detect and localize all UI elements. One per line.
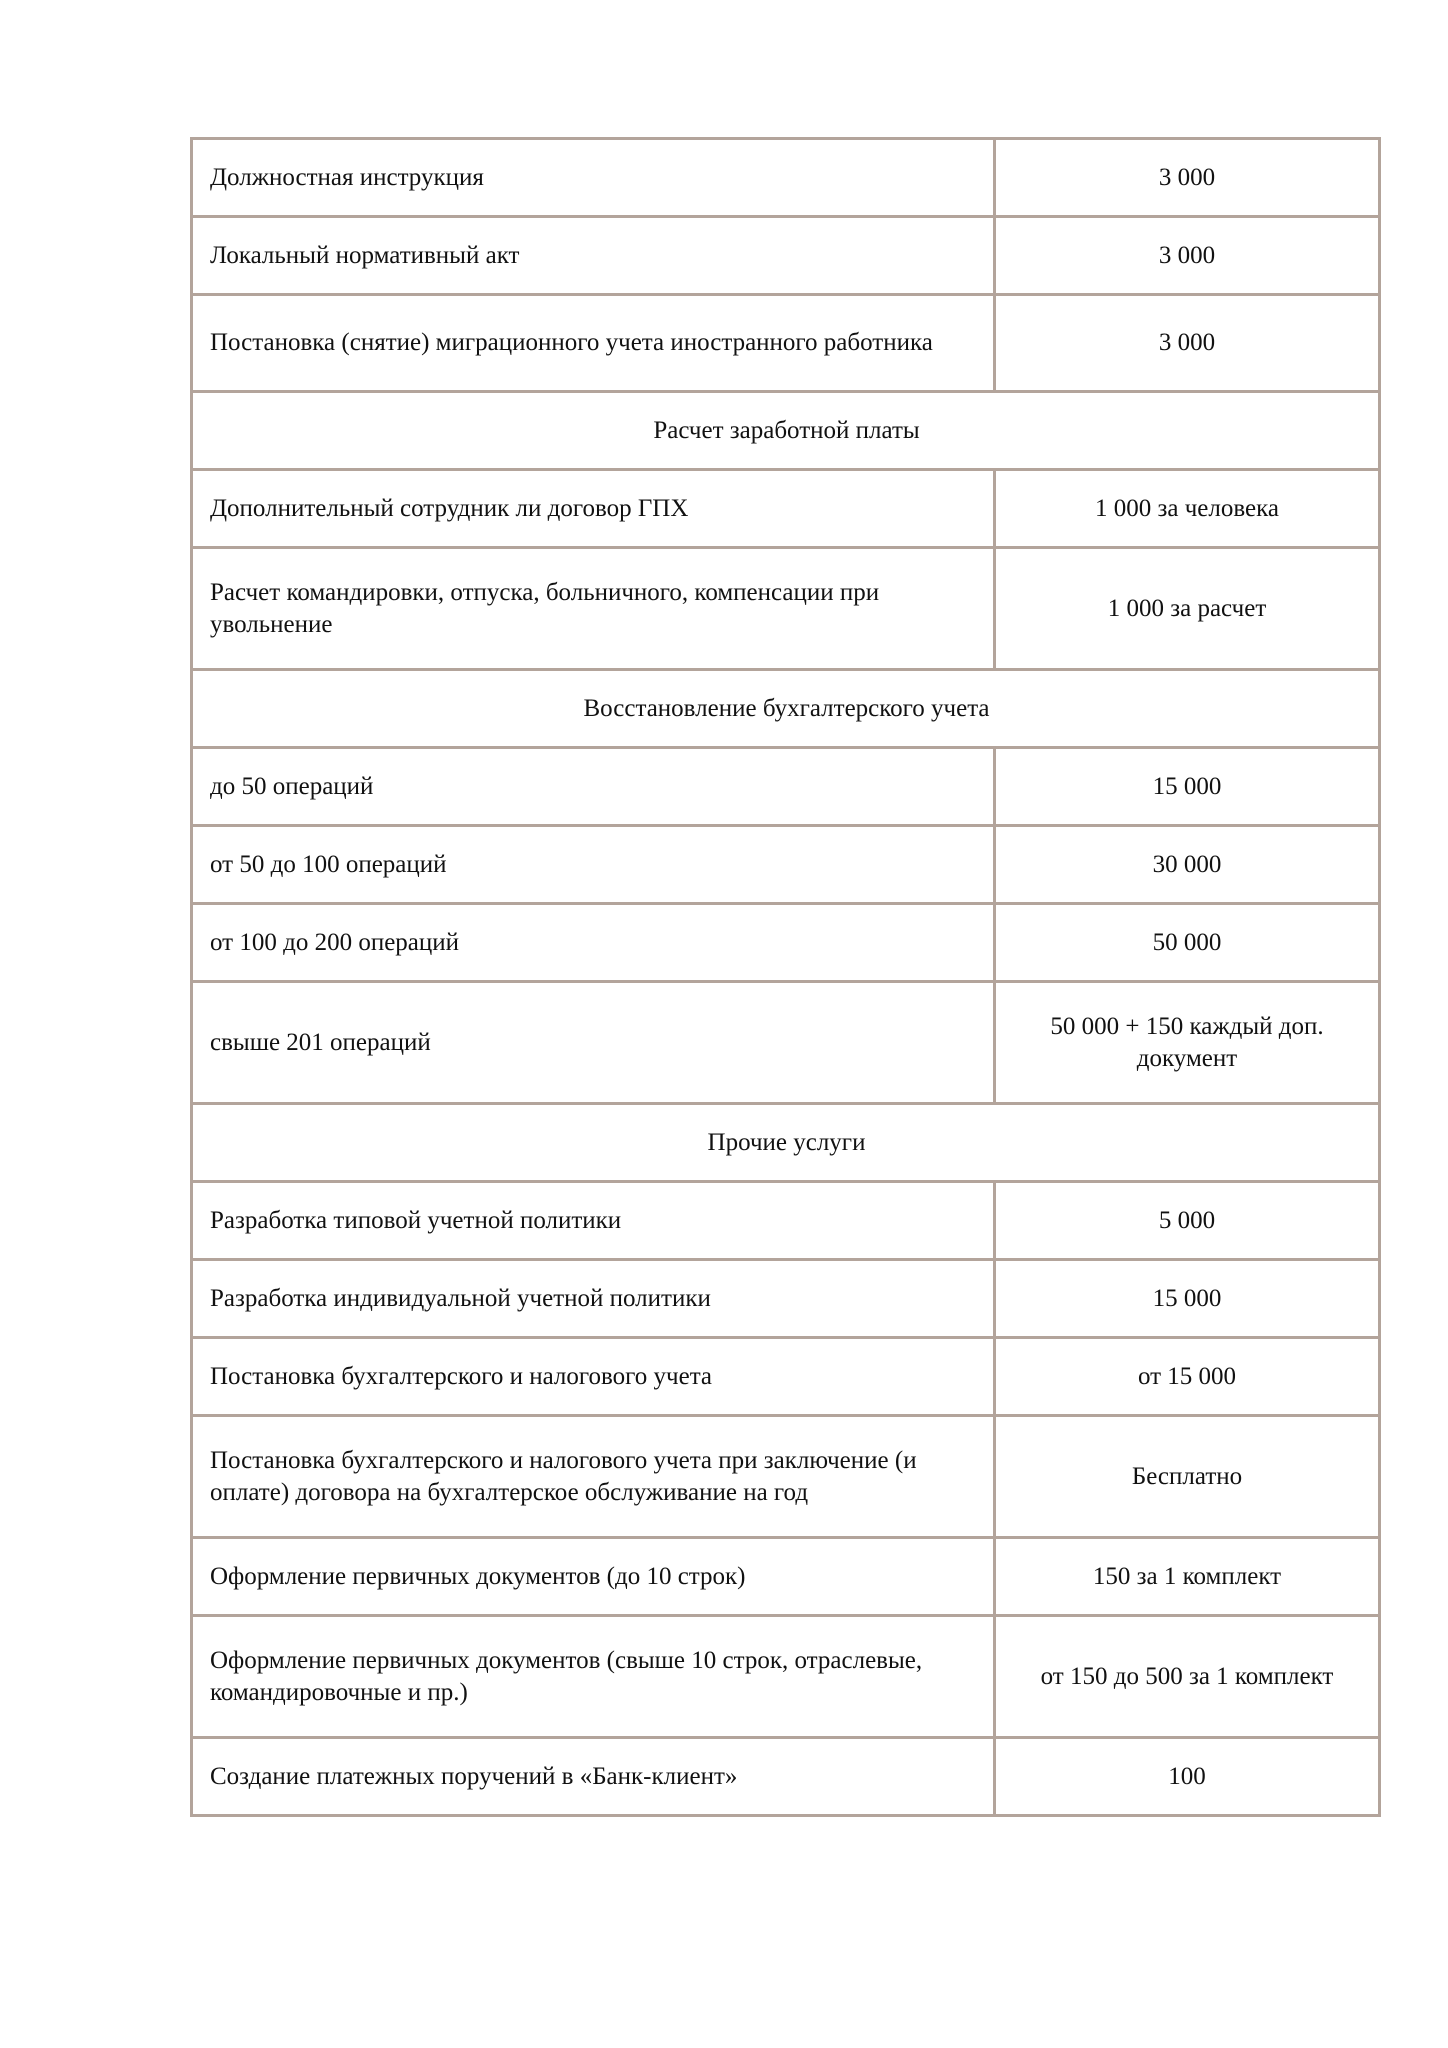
table-row <box>192 1538 1380 1616</box>
table-row <box>192 1738 1380 1816</box>
service-name: свыше 201 операций <box>192 982 995 1104</box>
service-name: Дополнительный сотрудник ли договор ГПХ <box>192 470 995 548</box>
table-row <box>192 470 1380 548</box>
table-row <box>192 1260 1380 1338</box>
service-name: Локальный нормативный акт <box>192 217 995 295</box>
table-row <box>192 1182 1380 1260</box>
service-price: 150 за 1 комплект <box>995 1538 1380 1616</box>
service-price: от 150 до 500 за 1 комплект <box>995 1616 1380 1738</box>
service-name: от 50 до 100 операций <box>192 826 995 904</box>
price-table <box>190 137 1381 1817</box>
table-row <box>192 1338 1380 1416</box>
service-name: Постановка бухгалтерского и налогового учета при заключение (и оплате) договора на бухгалтерское обслуживание на год <box>192 1416 995 1538</box>
section-row <box>192 392 1380 470</box>
service-price: 3 000 <box>995 139 1380 217</box>
section-row <box>192 670 1380 748</box>
table-row <box>192 904 1380 982</box>
service-name: до 50 операций <box>192 748 995 826</box>
service-name: Разработка индивидуальной учетной политики <box>192 1260 995 1338</box>
table-row <box>192 1416 1380 1538</box>
service-price: 15 000 <box>995 748 1380 826</box>
service-price: 15 000 <box>995 1260 1380 1338</box>
table-row <box>192 139 1380 217</box>
service-price: 50 000 + 150 каждый доп. документ <box>995 982 1380 1104</box>
table-row <box>192 295 1380 392</box>
service-name: Разработка типовой учетной политики <box>192 1182 995 1260</box>
service-name: Оформление первичных документов (до 10 строк) <box>192 1538 995 1616</box>
section-row <box>192 1104 1380 1182</box>
service-price: 3 000 <box>995 295 1380 392</box>
table-row <box>192 1616 1380 1738</box>
service-name: Расчет командировки, отпуска, больничного, компенсации при увольнение <box>192 548 995 670</box>
table-row <box>192 548 1380 670</box>
section-title: Прочие услуги <box>192 1104 1380 1182</box>
service-name: Оформление первичных документов (свыше 10 строк, отраслевые, командировочные и пр.) <box>192 1616 995 1738</box>
section-title: Расчет заработной платы <box>192 392 1380 470</box>
service-price: 30 000 <box>995 826 1380 904</box>
service-price: 3 000 <box>995 217 1380 295</box>
section-title: Восстановление бухгалтерского учета <box>192 670 1380 748</box>
table-row <box>192 982 1380 1104</box>
table-row <box>192 217 1380 295</box>
service-name: от 100 до 200 операций <box>192 904 995 982</box>
service-price: от 15 000 <box>995 1338 1380 1416</box>
service-price: Бесплатно <box>995 1416 1380 1538</box>
service-price: 50 000 <box>995 904 1380 982</box>
service-name: Должностная инструкция <box>192 139 995 217</box>
service-name: Постановка бухгалтерского и налогового учета <box>192 1338 995 1416</box>
service-price: 100 <box>995 1738 1380 1816</box>
service-price: 1 000 за расчет <box>995 548 1380 670</box>
service-price: 5 000 <box>995 1182 1380 1260</box>
table-row <box>192 748 1380 826</box>
service-name: Постановка (снятие) миграционного учета иностранного работника <box>192 295 995 392</box>
service-price: 1 000 за человека <box>995 470 1380 548</box>
service-name: Создание платежных поручений в «Банк-клиент» <box>192 1738 995 1816</box>
table-row <box>192 826 1380 904</box>
